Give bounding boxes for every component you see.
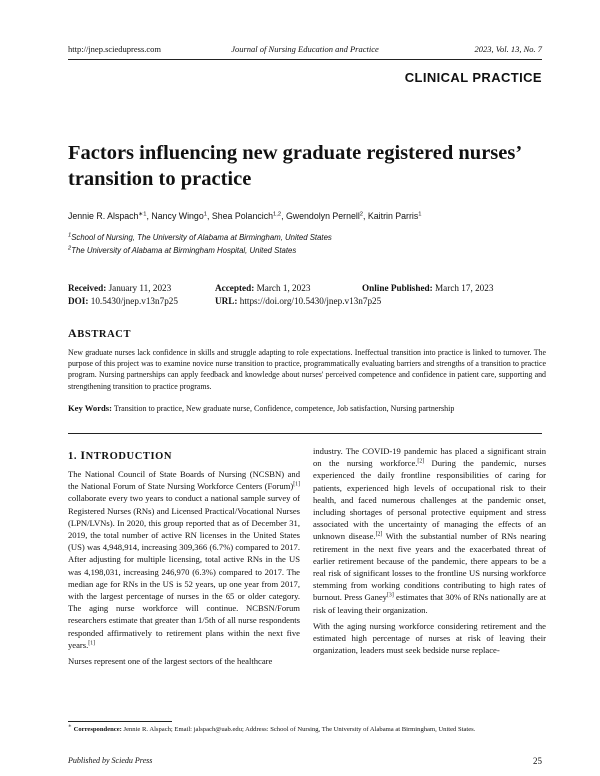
- body-column-right: [313, 445, 546, 656]
- author-name: Jennie R. Alspach: [68, 211, 139, 221]
- paragraph-text: With the aging nursing workforce considering retirement and the estimated high percentage of nurses at risk of leaving their organization, leaders must seek bedside nurse replace-: [313, 620, 546, 656]
- paragraph: [313, 445, 546, 616]
- doi-url[interactable]: URL: https://doi.org/10.5430/jnep.v13n7p25: [215, 296, 382, 306]
- author-affiliation-marker: ∗1: [138, 211, 147, 218]
- author-affiliation-marker: 1: [203, 211, 207, 218]
- paragraph-text: The National Council of State Boards of Nursing (NCSBN) and the National Forum of State Nursing Workforce Centers (Forum): [68, 469, 300, 492]
- received-date: Received: January 11, 2023: [68, 283, 172, 293]
- body-column-left: [68, 468, 300, 667]
- citation[interactable]: [3]: [386, 592, 394, 599]
- author-name: Nancy Wingo: [151, 211, 204, 221]
- paragraph-text: Nurses represent one of the largest sectors of the healthcare: [68, 656, 273, 667]
- keywords: Key Words: Transition to practice, New graduate nurse, Confidence, competence, Job satisfaction, Nursing partnership: [68, 403, 455, 413]
- citation[interactable]: [2]: [417, 458, 425, 465]
- paragraph-text: industry. The COVID-19 pandemic has placed a significant strain on the nursing workforce.: [313, 446, 546, 469]
- publisher: Published by Sciedu Press: [68, 756, 153, 765]
- paragraph: [313, 620, 546, 657]
- author-separator: ,: [146, 211, 152, 221]
- paragraph-text: estimates that 30% of RNs nationally are at risk of leaving their organization.: [313, 592, 546, 615]
- paper-title: Factors influencing new graduate registered nurses’ transition to practice: [68, 142, 521, 190]
- author-separator: ,: [206, 211, 212, 221]
- published-date: Online Published: March 17, 2023: [362, 283, 494, 293]
- abstract-rule: [68, 433, 542, 434]
- paragraph: [68, 468, 300, 651]
- author-affiliation-marker: 1: [418, 211, 422, 218]
- citation[interactable]: [1]: [293, 481, 300, 488]
- correspondence-footnote: ∗ Correspondence: Jennie R. Alspach; Email: jalspach@uab.edu; Address: School of Nursing, The University of Alabama at Birmingham, United States.: [68, 723, 476, 733]
- citation[interactable]: [2]: [375, 531, 383, 538]
- section-tag: CLINICAL PRACTICE: [404, 70, 542, 85]
- author-list: [68, 211, 422, 221]
- journal-name: Journal of Nursing Education and Practice: [231, 44, 379, 54]
- author-separator: ,: [363, 211, 368, 221]
- volume-info: 2023, Vol. 13, No. 7: [474, 44, 542, 54]
- affiliation-1: $^1$School of Nursing, The University of Alabama at Birmingham, United States: [68, 232, 332, 242]
- author-name: Kaitrin Parris: [367, 211, 419, 221]
- citation[interactable]: [1]: [88, 640, 96, 647]
- introduction-heading: 1. INTRODUCTION: [68, 448, 173, 462]
- paragraph-text: collaborate every two years to conduct a national sample survey of Registered Nurses (RNs) and Licensed Practical/Vocational Nurses (LPN/LVNs). In 2020, this group reported that as of December 31, 2019, the total number of active RN licenses in the United States (US) was 4,948,914, increasing 309,366 (6.7%) compared to 2017. After adjusting for multiple licensing, total active RNs in the US was 4,198,031, increasing 246,970 (6.3%) compared to 2017. The median age for RNs in the US is 52 years, up one year from 2017, with the largest percentage of nurses in the 65 or older category. The aging nurse workforce will continue. NCBSN/Forum researchers estimate that greater than 1/5th of all nurse respondents responded affirmatively to retirement plans within the next five years.: [68, 493, 300, 650]
- paragraph-text: During the pandemic, nurses experienced the daily frontline responsibilities of caring for patients, experienced high levels of occupational risk to their health, and faced numerous challenges at the pandemic onset, including shortages of personal protective equipment and stress associated with the uncertainty of managing the effects of an unknown disease.: [313, 458, 546, 542]
- abstract-text: New graduate nurses lack confidence in skills and struggle adapting to role expectations. Ineffectual transition into practice is linked to turnover. The purpose of this project was to examine novice nurse transition to practice, programmatically evaluating barriers and strengths of a transition to practice program. Nursing partnerships can apply feedback and knowledge about nurses' perceived competence and confidence in patient care, supporting and strengthening transition to practice programs.: [68, 348, 546, 391]
- paragraph: [68, 655, 300, 667]
- author-name: Gwendolyn Pernell: [285, 211, 360, 221]
- page-number: 25: [533, 756, 542, 766]
- footnote-rule: [68, 721, 172, 722]
- paragraph-text: With the substantial number of RNs nearing retirement in the next five years and the exacerbated threat of earlier retirement because of the pandemic, there appears to be a real risk of significant losses to the frontline US nursing workforce stemming from working conditions contributing to high rates of burnout. Press Ganey: [313, 531, 546, 603]
- header-rule: [68, 59, 542, 60]
- doi: DOI: 10.5430/jnep.v13n7p25: [68, 296, 178, 306]
- journal-url[interactable]: http://jnep.sciedupress.com: [68, 44, 162, 54]
- author-affiliation-marker: 1,2: [273, 211, 282, 218]
- accepted-date: Accepted: March 1, 2023: [215, 283, 311, 293]
- author-affiliation-marker: 2: [359, 211, 364, 218]
- running-header: [68, 44, 542, 58]
- author-separator: ,: [281, 211, 286, 221]
- affiliation-2: $^2$The University of Alabama at Birmingham Hospital, United States: [68, 245, 297, 255]
- abstract-heading: ABSTRACT: [68, 326, 132, 340]
- author-name: Shea Polancich: [211, 211, 273, 221]
